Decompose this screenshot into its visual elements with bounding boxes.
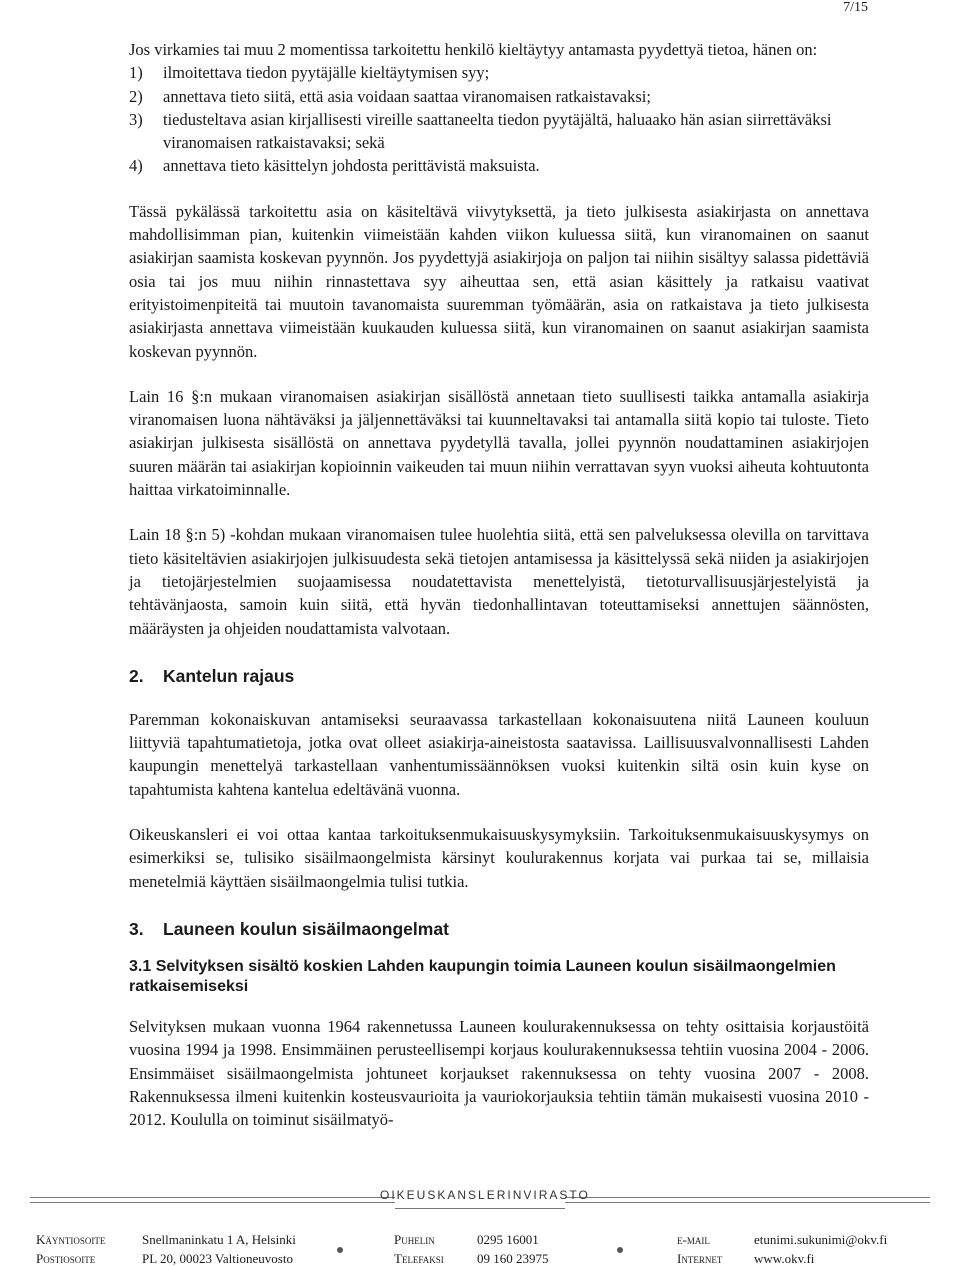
paragraph-section-16: Lain 16 §:n mukaan viranomaisen asiakirjan sisällöstä annetaan tieto suullisesti taikka antamalla asiakirja viranomaisen luona nähtäväksi ja jäljennettäväksi tai kuunneltavaksi tai antamalla siitä kopio tai tuloste. Tieto asiakirjan julkisesta sisällöstä on annettava pyydetyllä tavalla, jollei pyynnön noudattaminen asiakirjojen suuren määrän tai asiakirjan kopioinnin vaikeuden tai muun niihin verrattavan syyn vuoksi aiheuta kohtuutonta haittaa virkatoiminnalle. [129,386,869,500]
requirements-list [129,61,869,177]
heading-kantelun-rajaus [129,664,869,688]
visit-address-value: Snellmaninkatu 1 A, Helsinki [142,1232,296,1247]
paragraph-overview: Paremman kokonaiskuvan antamiseksi seuraavassa tarkastellaan kokonaisuutena niitä Launeen kouluun liittyviä tapahtumatietoja, jotka ovat olleet asiakirja-aineistosta saatavissa. Laillisuusvalvonnallisesti Lahden kaupungin menettelyä tarkastellaan vanhentumissäännöksen vuoksi kuitenkin siltä osin kuin kyse on tapahtumista kahtena kantelua edeltävänä vuonna. [129,709,869,799]
list-item-number: 4) [129,156,143,176]
heading-text: Kantelun rajaus [163,665,295,686]
fax-value: 09 160 23975 [477,1251,549,1266]
post-address-value: PL 20, 00023 Valtioneuvosto [142,1251,293,1266]
heading-number: 3. [129,918,144,939]
bullet-icon [617,1247,623,1253]
paragraph-chancellor: Oikeuskansleri ei voi ottaa kantaa tarkoituksenmukaisuuskysymyksiin. Tarkoituksenmukaisuuskysymys on esimerkiksi se, tulisiko sisäilmaongelmista kärsinyt koulurakennus korjata vai purkaa tai se, millaisia menetelmiä käyttäen sisäilmaongelmia tulisi tutkia. [129,825,869,891]
list-item [129,154,869,177]
heading-launeen-koulu [129,917,869,941]
footer-divider [565,1202,930,1203]
paragraph-report: Selvityksen mukaan vuonna 1964 rakennetussa Launeen koulurakennuksessa on tehty osittaisia korjaustöitä vuosina 1994 ja 1998. Ensimmäinen perusteellisempi korjaus koulurakennuksessa tehtiin vuosina 2004 - 2006. Ensimmäiset sisäilmaongelmista johtuneet korjaukset rakennuksessa on tehty vuosina 2007 - 2008. Rakennuksessa ilmeni kuitenkin kosteusvaurioita ja vauriokorjauksia tehtiin tämän mukaisesti vuosina 2010 - 2012. Koululla on toiminut sisäilmatyö- [129,1016,869,1130]
paragraph-section-18: Lain 18 §:n 5) -kohdan mukaan viranomaisen tulee huolehtia siitä, että sen palveluksessa olevilla on tarvittava tieto käsiteltävien asiakirjojen julkisuudesta sekä tietojen antamisessa ja käsittelyssä sekä niiden ja asiakirjojen ja tietojärjestelmien suojaamisessa noudatettavista menettelyistä, tietoturvallisuusjärjestelyistä ja tehtävänjaosta, samoin kuin siitä, että hyvän tiedonhallintavan toteuttamiseksi annettujen säännösten, määräysten ja ohjeiden noudattamista valvotaan. [129,525,869,638]
document-body [129,38,869,1131]
footer-divider [395,1208,565,1209]
page-number: 7/15 [843,0,868,15]
intro-paragraph: Jos virkamies tai muu 2 momentissa tarkoitettu henkilö kieltäytyy antamasta pyydettyä tietoa, hänen on: [129,40,818,59]
footer-divider [30,1197,395,1198]
heading-number: 2. [129,665,144,686]
list-item-text: tiedusteltava asian kirjallisesti vireille saattaneelta tiedon pyytäjältä, haluaako hän asian siirrettäväksi viranomaisen ratkaistavaksi; sekä [163,109,832,153]
footer-divider [565,1197,930,1198]
list-item-number: 3) [129,109,143,129]
phone-value: 0295 16001 [477,1232,539,1247]
email-label: e-mail [677,1232,710,1247]
list-item [129,85,869,108]
list-item [129,61,869,84]
list-item-text: annettava tieto siitä, että asia voidaan saattaa viranomaisen ratkaistavaksi; [163,86,651,106]
bullet-icon [337,1247,343,1253]
phone-label: Puhelin [394,1232,435,1247]
visit-address-label: Käyntiosoite [36,1232,106,1247]
list-item [129,108,869,155]
post-address-label: Postiosoite [36,1251,96,1266]
paragraph-processing-time: Tässä pykälässä tarkoitettu asia on käsiteltävä viivytyksettä, ja tieto julkisesta asiakirjasta on annettava mahdollisimman pian, kuitenkin viimeistään kahden viikon kuluessa siitä, kun viranomainen on saanut asiakirjan saamista koskevan pyynnön. Jos pyydettyjä asiakirjoja on paljon tai niihin sisältyy salassa pidettäviä osia tai jos muu niihin rinnastettava syy aiheuttaa sen, että asian käsittely ja ratkaisu vaativat erityistoimenpiteitä tai muutoin tavanomaista suuremman työmäärän, asia on ratkaistava ja tieto julkisesta asiakirjasta annettava viimeistään kuukauden kuluessa siitä, kun viranomainen on saanut asiakirjan saamista koskevan pyynnön. [129,201,869,361]
fax-label: Telefaksi [394,1251,444,1266]
list-item-text: annettava tieto käsittelyn johdosta perittävistä maksuista. [163,156,540,176]
heading-3-1: 3.1 Selvityksen sisältö koskien Lahden kaupungin toimia Launeen koulun sisäilmaongelmien ratkaisemiseksi [129,957,836,995]
footer-brand-logo: OIKEUSKANSLERINVIRASTO [380,1188,590,1202]
heading-text: Launeen koulun sisäilmaongelmat [163,918,449,939]
list-item-number: 2) [129,86,143,106]
footer-divider [30,1202,395,1203]
list-item-number: 1) [129,63,143,83]
internet-label: Internet [677,1251,723,1266]
footer [0,1183,960,1267]
list-item-text: ilmoitettava tiedon pyytäjälle kieltäytymisen syy; [163,63,490,83]
email-value[interactable]: etunimi.sukunimi@okv.fi [754,1232,888,1247]
internet-value[interactable]: www.okv.fi [754,1251,815,1266]
